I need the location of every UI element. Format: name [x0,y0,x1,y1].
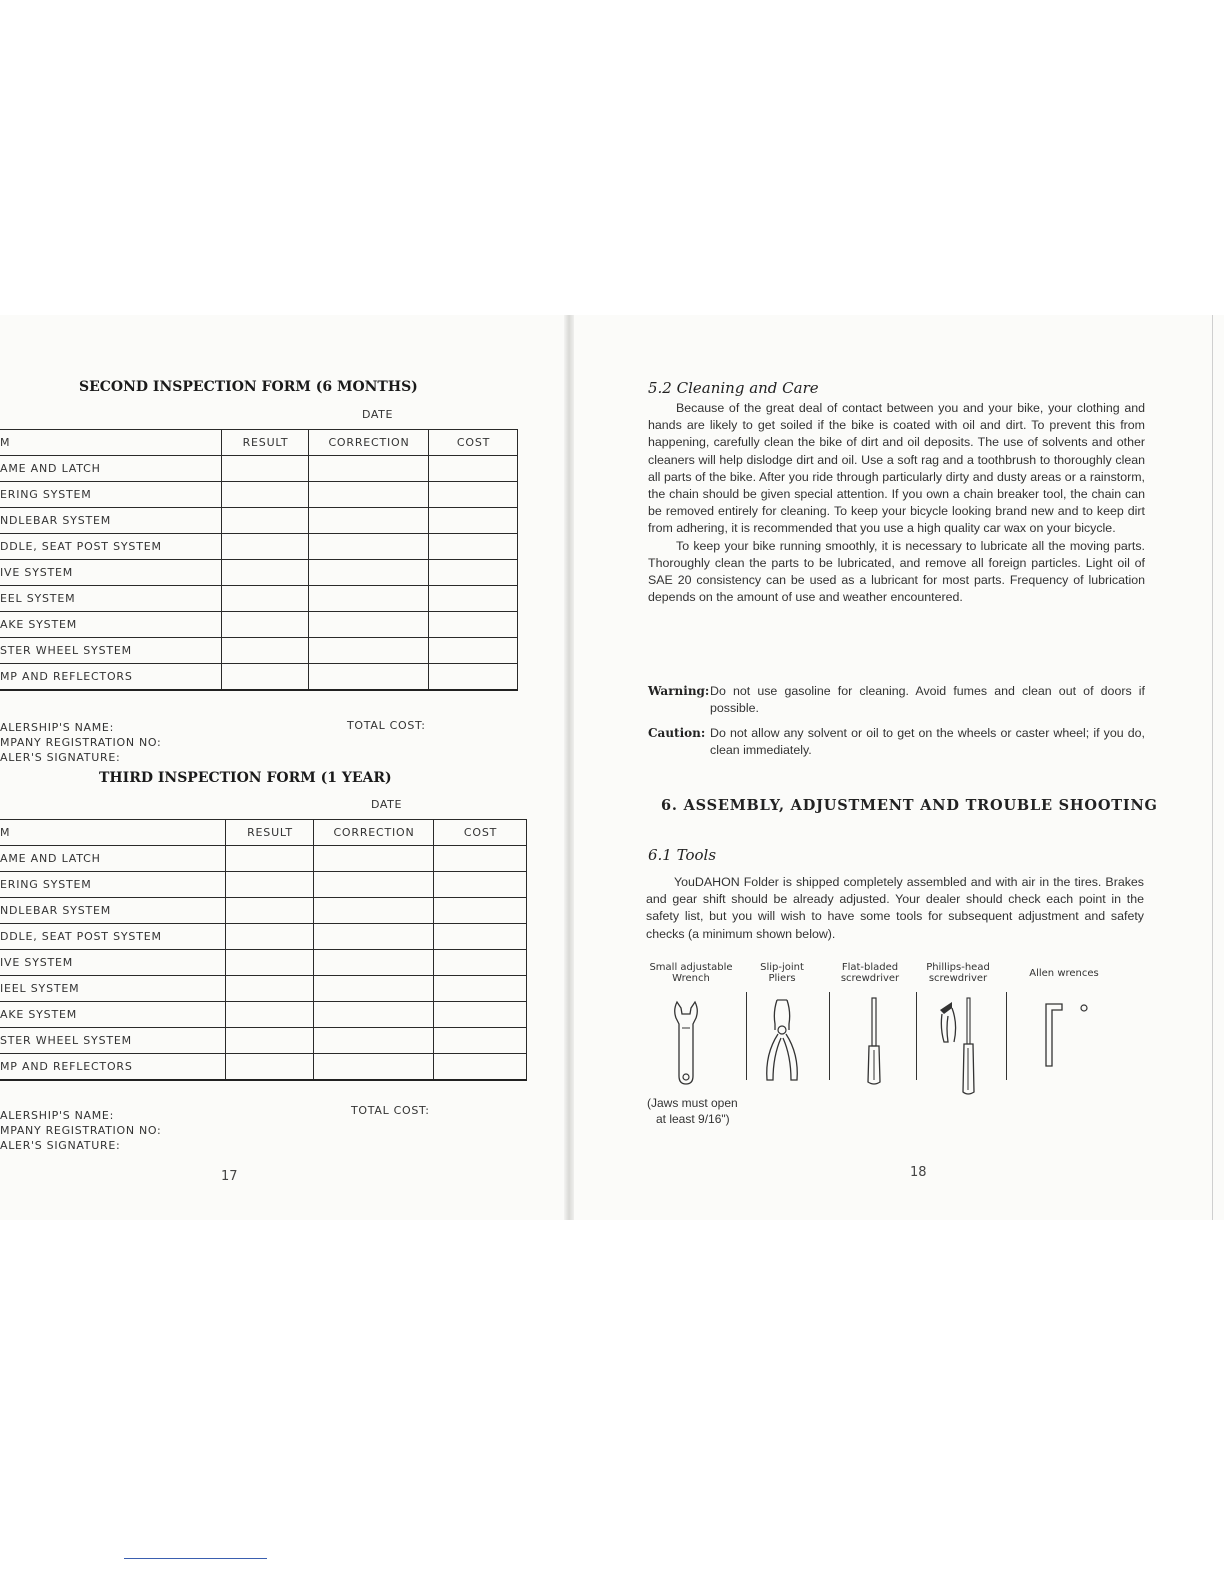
row-label: AKE SYSTEM [0,1002,225,1028]
table-row [0,1002,526,1028]
third-form-total-cost: TOTAL COST: [351,1104,430,1117]
column-header-cost: COST [428,430,517,456]
cleaning-section-title: 5.2 Cleaning and Care [648,379,819,397]
caution-label: Caution: [648,726,706,740]
warning-note [648,683,1145,717]
adjustable-wrench-icon [664,998,708,1086]
cost-cell[interactable] [428,508,517,534]
table-row [0,482,517,508]
warning-label: Warning: [648,684,710,698]
table-row [0,846,526,872]
book-gutter [564,315,574,1220]
page-number-left: 17 [221,1169,238,1184]
column-header-correction: CORRECTION [308,430,428,456]
dealership-name-label: ALERSHIP'S NAME: [0,721,114,734]
cost-cell[interactable] [433,872,526,898]
column-header-result: RESULT [225,820,313,846]
wrench-caption-line-2: at least 9/16") [656,1112,730,1126]
correction-cell[interactable] [313,1054,433,1081]
table-row [0,456,517,482]
correction-cell[interactable] [313,1002,433,1028]
row-label: ERING SYSTEM [0,872,225,898]
table-row [0,560,517,586]
caution-text: Do not allow any solvent or oil to get on the wheels or caster wheel; if you do, clean immediately. [710,726,1145,757]
table-row [0,950,526,976]
table-row [0,664,517,691]
company-registration-label: MPANY REGISTRATION NO: [0,736,162,749]
correction-cell[interactable] [313,1028,433,1054]
result-cell[interactable] [225,872,313,898]
cost-cell[interactable] [433,950,526,976]
phillips-screwdriver-icon [934,996,982,1096]
correction-cell[interactable] [308,482,428,508]
result-cell[interactable] [225,1002,313,1028]
correction-cell[interactable] [308,534,428,560]
cost-cell[interactable] [433,1028,526,1054]
dealer-signature-label: ALER'S SIGNATURE: [0,1139,121,1152]
row-label: IEEL SYSTEM [0,976,225,1002]
result-cell[interactable] [221,534,308,560]
wrench-caption-line-1: (Jaws must open [647,1096,738,1110]
result-cell[interactable] [221,482,308,508]
table-row [0,612,517,638]
column-header-result: RESULT [221,430,308,456]
row-label: NDLEBAR SYSTEM [0,898,225,924]
cleaning-body [648,400,1145,606]
row-label: AME AND LATCH [0,456,221,482]
cost-cell[interactable] [428,638,517,664]
row-label: MP AND REFLECTORS [0,664,221,691]
tool-label-phillips-screwdriver: Phillips-head screwdriver [926,962,990,984]
result-cell[interactable] [225,976,313,1002]
result-cell[interactable] [221,612,308,638]
cleaning-paragraph-1: Because of the great deal of contact between you and your bike, your clothing and hands are likely to get soiled if the bike is coated with oil and dirt. To prevent this from happening, carefully clean the bike of dirt and oil deposits. The use of solvents and other cleaners will help dislodge dirt and oil. Use a soft rag and a toothbrush to thoroughly clean all parts of the bike. After you ride through particularly dirty and dusty areas or a rainstorm, the chain should be given special attention. If you own a chain breaker tool, the chain can be removed entirely for cleaning. To keep your bicycle looking brand new and to keep dirt from adhering, it is recommended that you use a high quality car wax on your bicycle. [648,401,1145,536]
column-header-correction: CORRECTION [313,820,433,846]
correction-cell[interactable] [313,924,433,950]
cost-cell[interactable] [428,482,517,508]
tool-separator [746,992,747,1080]
cost-cell[interactable] [433,1002,526,1028]
tool-label-pliers: Slip-joint Pliers [760,962,804,984]
cost-cell[interactable] [428,560,517,586]
table-row [0,924,526,950]
result-cell[interactable] [225,898,313,924]
page-number-right: 18 [910,1165,927,1180]
second-form-total-cost: TOTAL COST: [347,719,426,732]
second-form-signature-block [0,720,161,765]
cost-cell[interactable] [433,976,526,1002]
tools-paragraph: YouDAHON Folder is shipped completely assembled and with air in the tires. Brakes and gear shift should be already adjusted. Your dealer should check each point in the safety list, but you will wish to have some tools for subsequent adjustment and safety checks (a minimum shown below). [646,875,1144,941]
third-form-signature-block [0,1108,161,1153]
flat-screwdriver-icon [862,996,886,1088]
page-edge [1212,315,1213,1220]
third-inspection-table [0,819,527,1081]
third-form-title: THIRD INSPECTION FORM (1 YEAR) [99,770,392,786]
row-label: IVE SYSTEM [0,560,221,586]
result-cell[interactable] [225,1054,313,1081]
table-row [0,638,517,664]
result-cell[interactable] [221,586,308,612]
row-label: AKE SYSTEM [0,612,221,638]
cost-cell[interactable] [433,846,526,872]
table-header-row [0,430,517,456]
row-label: MP AND REFLECTORS [0,1054,225,1081]
correction-cell[interactable] [308,612,428,638]
result-cell[interactable] [221,560,308,586]
result-cell[interactable] [221,456,308,482]
cost-cell[interactable] [428,586,517,612]
table-row [0,534,517,560]
tools-body [646,874,1144,943]
cost-cell[interactable] [428,664,517,691]
tool-label-wrench: Small adjustable Wrench [649,962,733,984]
cost-cell[interactable] [433,898,526,924]
allen-wrench-icon [1038,998,1094,1072]
warning-text: Do not use gasoline for cleaning. Avoid fumes and clean out of doors if possible. [710,684,1145,715]
result-cell[interactable] [221,638,308,664]
footer-rule [124,1558,267,1559]
cost-cell[interactable] [433,924,526,950]
cost-cell[interactable] [433,1054,526,1081]
column-header-item: M [0,430,221,456]
table-row [0,976,526,1002]
correction-cell[interactable] [308,664,428,691]
column-header-item: M [0,820,225,846]
correction-cell[interactable] [313,872,433,898]
correction-cell[interactable] [313,846,433,872]
table-header-row [0,820,526,846]
tools-section-title: 6.1 Tools [648,846,717,864]
tool-separator [1006,992,1007,1080]
correction-cell[interactable] [308,560,428,586]
row-label: STER WHEEL SYSTEM [0,638,221,664]
correction-cell[interactable] [308,508,428,534]
company-registration-label: MPANY REGISTRATION NO: [0,1124,162,1137]
result-cell[interactable] [225,950,313,976]
correction-cell[interactable] [313,898,433,924]
table-row [0,508,517,534]
table-row [0,872,526,898]
result-cell[interactable] [225,846,313,872]
row-label: IVE SYSTEM [0,950,225,976]
third-form-date-label: DATE [371,798,403,811]
dealership-name-label: ALERSHIP'S NAME: [0,1109,114,1122]
tool-separator [829,992,830,1080]
cost-cell[interactable] [428,612,517,638]
cost-cell[interactable] [428,534,517,560]
table-row [0,1054,526,1081]
row-label: AME AND LATCH [0,846,225,872]
second-inspection-table [0,429,518,691]
table-row [0,898,526,924]
dealer-signature-label: ALER'S SIGNATURE: [0,751,121,764]
tool-label-allen-wrenches: Allen wrences [1029,968,1099,979]
result-cell[interactable] [225,1028,313,1054]
caution-note [648,725,1145,759]
result-cell[interactable] [225,924,313,950]
table-row [0,586,517,612]
wrench-caption [647,1095,738,1127]
correction-cell[interactable] [308,456,428,482]
row-label: DDLE, SEAT POST SYSTEM [0,924,225,950]
tool-separator [916,992,917,1080]
column-header-cost: COST [433,820,526,846]
correction-cell[interactable] [313,950,433,976]
correction-cell[interactable] [308,638,428,664]
chapter-6-title: 6. ASSEMBLY, ADJUSTMENT AND TROUBLE SHOOTING [661,797,1158,814]
second-form-title: SECOND INSPECTION FORM (6 MONTHS) [79,379,418,395]
slip-joint-pliers-icon [755,994,811,1086]
row-label: EEL SYSTEM [0,586,221,612]
result-cell[interactable] [221,664,308,691]
result-cell[interactable] [221,508,308,534]
table-row [0,1028,526,1054]
row-label: DDLE, SEAT POST SYSTEM [0,534,221,560]
row-label: ERING SYSTEM [0,482,221,508]
row-label: STER WHEEL SYSTEM [0,1028,225,1054]
cleaning-paragraph-2: To keep your bike running smoothly, it is necessary to lubricate all the moving parts. Thoroughly clean the parts to be lubricated, and remove all foreign particles. Light oil of SAE 20 consistency can be used as a lubricant for most parts. Frequency of lubrication depends on the amount of use and weather encountered. [648,538,1145,605]
tool-label-flat-screwdriver: Flat-bladed screwdriver [840,962,900,984]
correction-cell[interactable] [308,586,428,612]
row-label: NDLEBAR SYSTEM [0,508,221,534]
correction-cell[interactable] [313,976,433,1002]
second-form-date-label: DATE [362,408,394,421]
cost-cell[interactable] [428,456,517,482]
